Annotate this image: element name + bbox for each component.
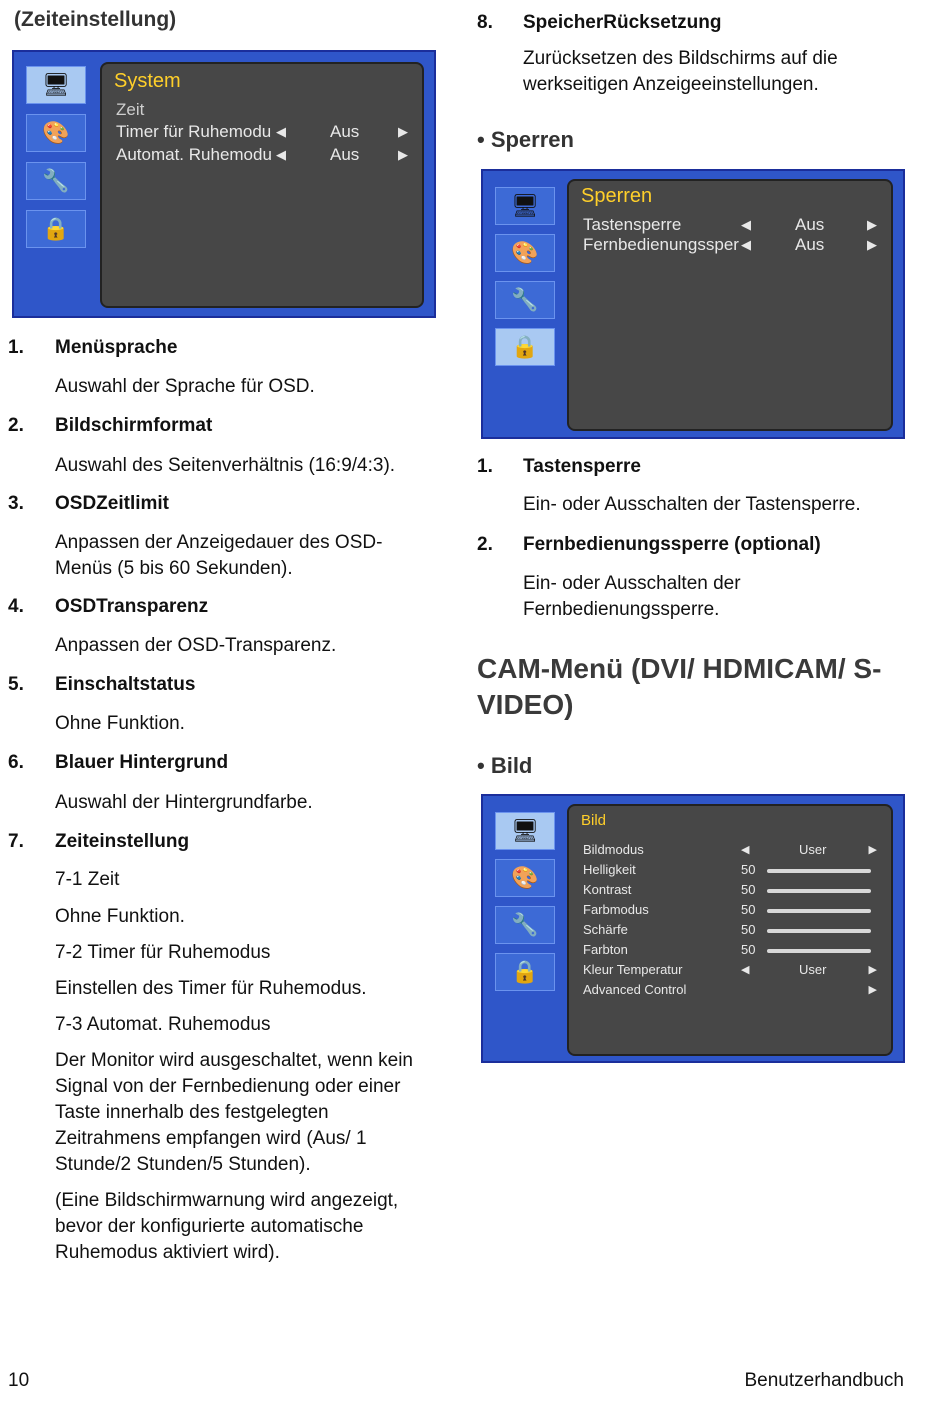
subitem-text: Der Monitor wird ausgeschaltet, wenn kein Signal von der Fernbedienung oder einer Taste innerhalb des festgelegten Zeitrahmens empfangen wird (Aus/ 1 Stunde/2 Stunden/5 Stunden). — [55, 1050, 414, 1175]
item-text: Anpassen der OSD-Transparenz. — [55, 635, 337, 656]
item-title: Blauer Hintergrund — [55, 752, 229, 773]
osd-panel — [567, 804, 893, 1056]
item-number: 3. — [8, 493, 24, 514]
level-bar — [767, 949, 871, 953]
item-text: Ohne Funktion. — [55, 713, 185, 734]
level-bar — [767, 929, 871, 933]
osd-row-value: 50 — [741, 922, 756, 937]
osd-row — [583, 842, 877, 864]
osd-row-label: Farbton — [583, 942, 628, 957]
osd-panel — [100, 62, 424, 308]
item-title: Fernbedienungssperre (optional) — [523, 534, 821, 555]
item-title: Menüsprache — [55, 337, 178, 358]
section-heading-bild: • Bild — [477, 753, 533, 778]
monitor-icon: 🖥 — [495, 812, 555, 850]
item-title: Bildschirmformat — [55, 415, 213, 436]
osd-row — [116, 122, 408, 144]
right-arrow-icon: ▶ — [398, 147, 408, 162]
left-arrow-icon: ◀ — [741, 217, 751, 232]
osd-row-label: Zeit — [116, 100, 145, 119]
osd-row-label: Kontrast — [583, 882, 632, 897]
osd-bild-screenshot — [481, 794, 905, 1063]
item-number: 4. — [8, 596, 24, 617]
osd-row-value: 50 — [741, 882, 756, 897]
osd-row — [583, 882, 877, 904]
tools-icon: 🔧 — [495, 906, 555, 944]
osd-row — [116, 145, 408, 167]
subitem-title: 7-2 Timer für Ruhemodus — [55, 942, 271, 963]
item-text: Ein- oder Ausschalten der Tastensperre. — [523, 494, 861, 515]
section-heading-sperren: • Sperren — [477, 127, 574, 152]
osd-row-label: Farbmodus — [583, 902, 649, 917]
item-number: 8. — [477, 12, 493, 33]
osd-system-screenshot — [12, 50, 436, 318]
item-title: Zeiteinstellung — [55, 831, 190, 852]
tools-icon: 🔧 — [26, 162, 86, 200]
right-arrow-icon: ▶ — [868, 844, 877, 856]
osd-row-value: 50 — [741, 902, 756, 917]
osd-row — [583, 862, 877, 884]
right-arrow-icon: ▶ — [868, 964, 877, 976]
osd-row-label: Timer für Ruhemodu — [116, 122, 272, 141]
osd-row-value: 50 — [741, 942, 756, 957]
osd-row-value: Aus — [795, 235, 825, 254]
osd-row — [583, 922, 877, 944]
osd-row-label: Bildmodus — [583, 842, 644, 857]
item-text: Ein- oder Ausschalten der Fernbedienungssperre. — [523, 573, 741, 620]
osd-row — [583, 215, 877, 237]
osd-row-value: Aus — [330, 145, 360, 164]
osd-row — [583, 942, 877, 964]
item-number: 6. — [8, 752, 24, 773]
subitem-title: 7-1 Zeit — [55, 869, 120, 890]
osd-sperren-screenshot — [481, 169, 905, 439]
osd-row — [116, 100, 408, 122]
osd-row — [583, 982, 877, 1004]
item-title: OSDZeitlimit — [55, 493, 170, 514]
osd-row-label: Automat. Ruhemodu — [116, 145, 272, 164]
item-number: 1. — [8, 337, 24, 358]
osd-row-label: Fernbedienungssper — [583, 235, 739, 254]
osd-title: Bild — [581, 812, 607, 829]
osd-title: System — [114, 70, 181, 92]
section-heading-cam-menu: CAM-Menü (DVI/ HDMICAM/ S-VIDEO) — [477, 653, 882, 720]
left-arrow-icon: ◀ — [741, 237, 751, 252]
lock-icon: 🔒 — [495, 953, 555, 991]
osd-row-label: Schärfe — [583, 922, 628, 937]
osd-panel — [567, 179, 893, 431]
item-text: Auswahl der Hintergrundfarbe. — [55, 792, 313, 813]
lock-icon: 🔒 — [26, 210, 86, 248]
osd-row-label: Tastensperre — [583, 215, 682, 234]
subitem-note: (Eine Bildschirmwarnung wird angezeigt, bevor der konfigurierte automatische Ruhemodus aktiviert wird). — [55, 1190, 399, 1263]
item-number: 2. — [8, 415, 24, 436]
subitem-text: Ohne Funktion. — [55, 906, 185, 927]
right-arrow-icon: ▶ — [398, 124, 408, 139]
item-text: Zurücksetzen des Bildschirms auf die werkseitigen Anzeigeeinstellungen. — [523, 48, 838, 95]
item-number: 7. — [8, 831, 24, 852]
page-number: 10 — [8, 1370, 30, 1391]
left-arrow-icon: ◀ — [741, 964, 750, 976]
left-arrow-icon: ◀ — [276, 147, 286, 162]
level-bar — [767, 909, 871, 913]
monitor-icon: 🖥 — [26, 66, 86, 104]
item-title: Tastensperre — [523, 456, 641, 477]
section-heading-zeiteinstellung: (Zeiteinstellung) — [14, 8, 177, 31]
level-bar — [767, 869, 871, 873]
palette-icon: 🎨 — [495, 234, 555, 272]
item-text: Auswahl des Seitenverhältnis (16:9/4:3). — [55, 455, 396, 476]
lock-icon: 🔒 — [495, 328, 555, 366]
manual-title: Benutzerhandbuch — [744, 1370, 904, 1391]
subitem-text: Einstellen des Timer für Ruhemodus. — [55, 978, 367, 999]
right-arrow-icon: ▶ — [867, 217, 877, 232]
osd-row-value: Aus — [330, 122, 360, 141]
osd-row-value: User — [799, 842, 827, 857]
osd-row — [583, 235, 877, 257]
palette-icon: 🎨 — [26, 114, 86, 152]
osd-row-value: 50 — [741, 862, 756, 877]
item-number: 2. — [477, 534, 493, 555]
tools-icon: 🔧 — [495, 281, 555, 319]
right-arrow-icon: ▶ — [867, 237, 877, 252]
item-title: OSDTransparenz — [55, 596, 209, 617]
osd-row-label: Helligkeit — [583, 862, 636, 877]
monitor-icon: 🖥 — [495, 187, 555, 225]
item-title: Einschaltstatus — [55, 674, 196, 695]
osd-row — [583, 902, 877, 924]
item-text: Auswahl der Sprache für OSD. — [55, 376, 315, 397]
osd-row-value: Aus — [795, 215, 825, 234]
osd-row-value: User — [799, 962, 827, 977]
right-arrow-icon: ▶ — [868, 984, 877, 996]
left-arrow-icon: ◀ — [741, 844, 750, 856]
osd-row — [583, 962, 877, 984]
left-arrow-icon: ◀ — [276, 124, 286, 139]
item-text: Anpassen der Anzeigedauer des OSD-Menüs (5 bis 60 Sekunden). — [55, 532, 383, 579]
item-number: 1. — [477, 456, 493, 477]
osd-row-label: Kleur Temperatur — [583, 962, 683, 977]
level-bar — [767, 889, 871, 893]
palette-icon: 🎨 — [495, 859, 555, 897]
item-title: SpeicherRücksetzung — [523, 12, 722, 33]
item-number: 5. — [8, 674, 24, 695]
osd-row-label: Advanced Control — [583, 982, 687, 997]
osd-title: Sperren — [581, 185, 653, 207]
subitem-title: 7-3 Automat. Ruhemodus — [55, 1014, 271, 1035]
